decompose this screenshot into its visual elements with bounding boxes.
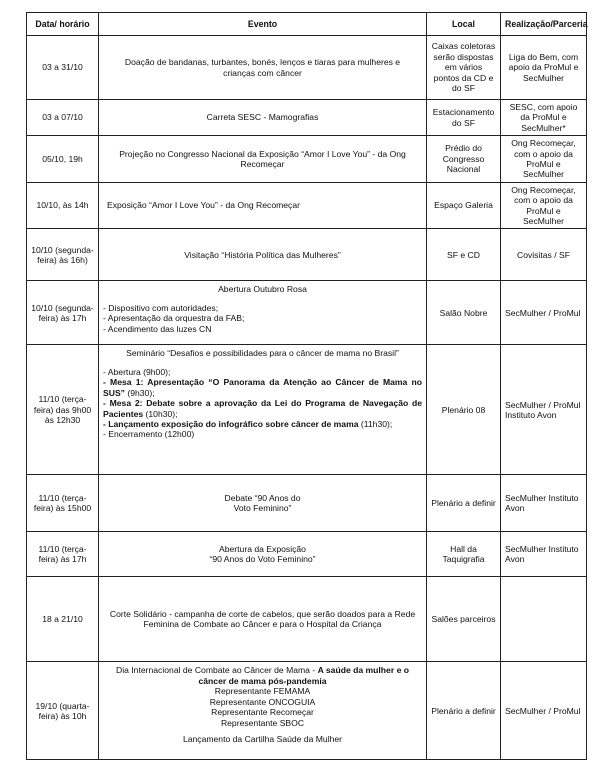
event-item: - Mesa 1: Apresentação “O Panorama da Atenção ao Câncer de Mama no SUS” (9h30); [103,377,422,398]
row-date: 11/10 (terça-feira) às 15h00 [27,475,99,532]
row-date: 10/10 (segunda-feira) às 17h [27,281,99,345]
table-row [27,136,587,183]
event-title: Dia Internacional de Combate ao Câncer de Mama - A saúde da mulher e o câncer de mama pós-pandemia [116,665,409,686]
event-item: - Acendimento das luzes CN [103,323,212,334]
event-line: Abertura da Exposição [219,544,306,555]
row-location: Espaço Galeria [427,182,501,229]
event-title: Abertura Outubro Rosa [218,284,307,295]
row-date: 05/10, 19h [27,136,99,183]
row-location: Hall da Taquigrafia [427,532,501,577]
event-line: “90 Anos do Voto Feminino” [209,554,316,565]
row-date: 18 a 21/10 [27,577,99,662]
table-row [27,577,587,662]
table-row [27,281,587,345]
row-event: Corte Solidário - campanha de corte de cabelos, que serão doados para a Rede Feminina de Combate ao Câncer e para o Hospital da Criança [99,577,427,662]
row-event [99,475,427,532]
row-partner: SecMulher / ProMul [501,662,587,760]
row-event: Visitação “História Política das Mulheres” [99,229,427,281]
event-title: Seminário “Desafios e possibilidades para o câncer de mama no Brasil” [126,348,399,359]
row-event [99,662,427,760]
event-rep: Representante ONCOGUIA [209,696,316,707]
header-date: Data/ horário [27,13,99,36]
row-partner: Ong Recomeçar, com o apoio da ProMul e SecMulher [501,136,587,183]
row-event [99,345,427,475]
row-location: Plenário a definir [427,475,501,532]
header-row [27,13,587,36]
table-row [27,36,587,100]
row-date: 11/10 (terça-feira) às 17h [27,532,99,577]
event-item: - Dispositivo com autoridades; [103,302,219,313]
row-partner: SecMulher / ProMul [501,281,587,345]
table-row [27,229,587,281]
event-line: Debate “90 Anos do [224,493,301,504]
event-item: - Lançamento exposição do infográfico sobre câncer de mama (11h30); [103,418,393,429]
table-row [27,475,587,532]
row-date: 11/10 (terça-feira) das 9h00 às 12h30 [27,345,99,475]
row-event: Carreta SESC - Mamografias [99,100,427,136]
row-location: Salões parceiros [427,577,501,662]
table-row [27,182,587,229]
row-partner: Ong Recomeçar, com o apoio da ProMul e SecMulher [501,182,587,229]
row-partner: Liga do Bem, com apoio da ProMul e SecMulher [501,36,587,100]
row-event: Exposição “Amor I Love You” - da Ong Recomeçar [99,182,427,229]
row-location: Estacionamento do SF [427,100,501,136]
event-line: Voto Feminino” [233,503,292,514]
row-partner: SecMulher Instituto Avon [501,475,587,532]
table-row [27,532,587,577]
table-row [27,100,587,136]
row-date: 10/10, às 14h [27,182,99,229]
row-location: SF e CD [427,229,501,281]
row-date: 03 a 07/10 [27,100,99,136]
row-partner: SecMulher Instituto Avon [501,532,587,577]
event-item: - Encerramento (12h00) [103,429,195,440]
row-date: 19/10 (quarta-feira) às 10h [27,662,99,760]
row-partner: SecMulher / ProMul Instituto Avon [501,345,587,475]
row-date: 10/10 (segunda-feira) às 16h) [27,229,99,281]
row-location: Prédio do Congresso Nacional [427,136,501,183]
row-event [99,281,427,345]
row-event [99,532,427,577]
event-rep: Representante FEMAMA [214,686,311,697]
event-rep: Representante Recomeçar [211,707,314,718]
row-partner [501,577,587,662]
row-partner: SESC, com apoio da ProMul e SecMulher* [501,100,587,136]
row-event: Projeção no Congresso Nacional da Exposição “Amor I Love You” - da Ong Recomeçar [99,136,427,183]
row-location: Plenário 08 [427,345,501,475]
header-event: Evento [99,13,427,36]
row-partner: Covisitas / SF [501,229,587,281]
header-location: Local [427,13,501,36]
event-item: - Mesa 2: Debate sobre a aprovação da Lei do Programa de Navegação de Pacientes (10h30); [103,398,422,419]
row-location: Caixas coletoras serão dispostas em vários pontos da CD e do SF [427,36,501,100]
events-table [26,12,587,760]
event-rep: Representante SBOC [220,717,305,728]
row-date: 03 a 31/10 [27,36,99,100]
table-row [27,345,587,475]
row-location: Plenário a definir [427,662,501,760]
table-row [27,662,587,760]
event-item: - Apresentação da orquestra da FAB; [103,313,245,324]
header-partner: Realização/Parceria [501,13,587,36]
event-item: - Abertura (9h00); [103,366,171,377]
row-event: Doação de bandanas, turbantes, bonés, lenços e tiaras para mulheres e crianças com câncer [99,36,427,100]
event-footer: Lançamento da Cartilha Saúde da Mulher [182,733,343,744]
row-location: Salão Nobre [427,281,501,345]
